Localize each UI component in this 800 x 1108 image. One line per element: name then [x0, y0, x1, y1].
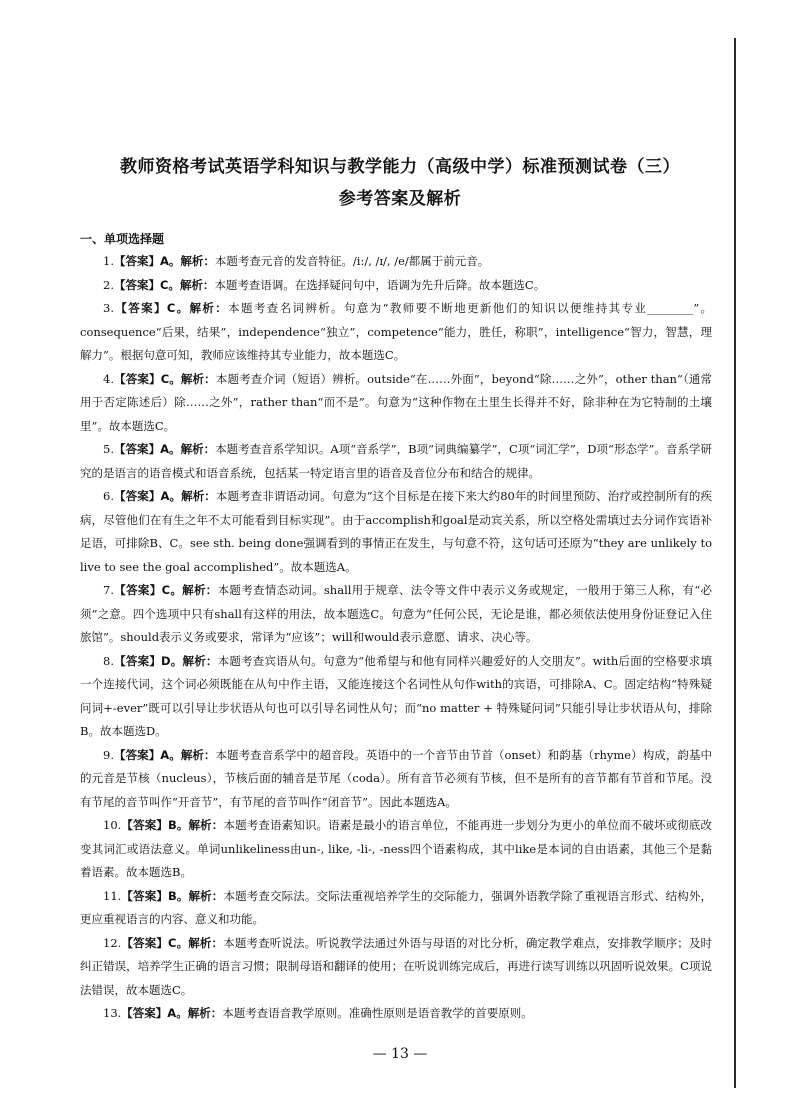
- answer-choice: A。: [159, 254, 181, 268]
- question-number: 12.: [103, 935, 122, 950]
- answer-section: [80, 230, 712, 1026]
- question-number: 8.: [103, 653, 114, 668]
- analysis-label: 解析：: [188, 888, 224, 903]
- analysis-label: 解析：: [189, 301, 229, 315]
- question-number: 3.: [103, 301, 114, 315]
- answer-label: 【答案】: [113, 442, 161, 456]
- analysis-label: 解析：: [180, 254, 215, 268]
- analysis-text: 本题考查宾语从句。句意为“他希望与和他有同样兴趣爱好的人交朋友”。with后面的空格要求填一个连接代词，这个词必须既能在从句中作主语，又能连接这个名词性从句作with的宾语，可排除A、C。固定结构“特殊疑问词+-ever”既可以引导让步状语从句也可以引导名词性从句；而“no matter + 特殊疑问词”只能引导让步状语从句，排除B。故本题选D。: [80, 653, 713, 738]
- answer-choice: A。: [160, 442, 181, 456]
- answer-item: [80, 650, 712, 744]
- answer-label: 【答案】: [121, 888, 168, 903]
- answer-item: [80, 274, 712, 298]
- question-number: 5.: [103, 442, 114, 456]
- analysis-text: 本题考查情态动词。shall用于规章、法令等文件中表示义务或规定，一般用于第三人称，有“必须”之意。四个选项中只有shall有这样的用法，故本题选C。句意为“任何公民，无论是谁，都必须依法使用身份证登记入住旅馆”。should表示义务或要求，常译为“应该”；will和would表示意愿、请求、决心等。: [80, 583, 713, 644]
- analysis-text: 本题考查语调。在选择疑问句中，语调为先升后降。故本题选C。: [214, 277, 546, 292]
- answer-item: [80, 438, 712, 485]
- answer-item: [80, 485, 712, 579]
- answer-label: 【答案】: [113, 583, 162, 597]
- analysis-label: 解析：: [188, 935, 224, 950]
- question-number: 11.: [103, 888, 122, 903]
- analysis-text: 本题考查语素知识。语素是最小的语言单位，不能再进一步划分为更小的单位而不破坏或彻底改变其词汇或语法意义。单词unlikeliness由un-, like, -li-, -ness四个语素构成，其中like是本词的自由语素，其他三个是黏着语素。故本题选B。: [80, 818, 713, 879]
- answer-label: 【答案】: [121, 935, 169, 950]
- analysis-label: 解析：: [180, 747, 216, 762]
- analysis-label: 解析：: [180, 442, 216, 456]
- answer-item: [80, 932, 712, 1003]
- analysis-text: 本题考查元音的发音特征。/i:/, /ɪ/, /e/都属于前元音。: [214, 254, 490, 268]
- page-title: 教师资格考试英语学科知识与教学能力（高级中学）标准预测试卷（三）: [120, 157, 680, 177]
- question-number: 2.: [103, 277, 114, 292]
- answer-choice: C。: [166, 301, 190, 315]
- analysis-label: 解析：: [181, 489, 216, 503]
- answer-choice: C。: [160, 371, 181, 386]
- answer-label: 【答案】: [113, 489, 161, 503]
- analysis-label: 解析：: [187, 1006, 223, 1020]
- answer-item: [80, 744, 712, 815]
- analysis-text: 本题考查非谓语动词。句意为“这个目标是在接下来大约80年的时间里预防、治疗或控制所有的疾病，尽管他们在有生之年不太可能看到目标实现”。由于accomplish和goal是动宾关系，所以空格处需填过去分词作宾语补足语，可排除B、C。see sth. being done强调看到的事情正在发生，与句意不符，这句话可还原为“they are unlikely to live to see the goal accomplished”。故本题选A。: [80, 489, 713, 574]
- page-number: — 13 —: [372, 1046, 428, 1062]
- analysis-label: 解析：: [182, 583, 218, 597]
- analysis-text: 本题考查交际法。交际法重视培养学生的交际能力，强调外语教学除了重视语言形式、结构外，更应重视语言的内容、意义和功能。: [80, 888, 713, 926]
- answer-label: 【答案】: [113, 301, 167, 315]
- analysis-label: 解析：: [182, 653, 218, 668]
- answer-choice: C。: [159, 277, 180, 292]
- question-list: [80, 250, 712, 1026]
- answer-item: [80, 579, 712, 650]
- answer-label: 【答案】: [113, 653, 162, 668]
- answer-choice: A。: [167, 1006, 188, 1020]
- answer-label: 【答案】: [113, 371, 161, 386]
- answer-item: [80, 368, 712, 439]
- answer-label: 【答案】: [121, 818, 168, 832]
- analysis-text: 本题考查音系学中的超音段。英语中的一个音节由节首（onset）和韵基（rhyme）构成，韵基中的元音是节核（nucleus），节核后面的辅音是节尾（coda）。所有音节必须有节核，但不是所有的音节都有节首和节尾。没有节尾的音节叫作“开音节”，有节尾的音节叫作“闭音节”。因此本题选A。: [80, 747, 713, 809]
- question-number: 13.: [103, 1006, 122, 1020]
- analysis-text: 本题考查音系学知识。A项“音系学”，B项“词典编纂学”，C项“词汇学”，D项“形态学”。音系学研究的是语言的语音模式和语音系统，包括某一特定语言里的语音及音位分布和结合的规律。: [80, 442, 713, 480]
- answer-choice: C。: [161, 583, 183, 597]
- answer-label: 【答案】: [113, 254, 160, 268]
- analysis-text: 本题考查名词辨析。句意为“教师要不断地更新他们的知识以便维持其专业________”。consequence“后果，结果”，independence“独立”，competence“能力，胜任，称职”，intelligence“智力，智慧，理解力”。根据句意可知，教师应该维持其专业能力，故本题选C。: [80, 301, 713, 362]
- answer-choice: A。: [160, 747, 181, 762]
- answer-item: [80, 814, 712, 885]
- answer-label: 【答案】: [113, 747, 161, 762]
- answer-item: [80, 250, 712, 274]
- answer-choice: C。: [168, 935, 189, 950]
- answer-label: 【答案】: [121, 1006, 168, 1020]
- page-subtitle: 参考答案及解析: [338, 189, 462, 209]
- question-number: 9.: [103, 747, 114, 762]
- question-number: 7.: [103, 583, 114, 597]
- answer-choice: B。: [167, 818, 189, 832]
- answer-item: [80, 297, 712, 368]
- analysis-label: 解析：: [180, 371, 216, 386]
- question-number: 4.: [103, 371, 114, 386]
- question-number: 10.: [103, 818, 122, 832]
- analysis-label: 解析：: [188, 818, 224, 832]
- question-number: 1.: [103, 254, 114, 268]
- question-number: 6.: [103, 489, 114, 503]
- analysis-label: 解析：: [179, 277, 215, 292]
- answer-choice: B。: [167, 888, 189, 903]
- section-heading: 一、单项选择题: [80, 232, 165, 246]
- analysis-text: 本题考查语音教学原则。准确性原则是语音教学的首要原则。: [222, 1006, 533, 1020]
- analysis-text: 本题考查听说法。听说教学法通过外语与母语的对比分析，确定教学难点，安排教学顺序；及时纠正错误，培养学生正确的语言习惯；限制母语和翻译的使用；在听说训练完成后，再进行读写训练以巩固听说效果。C项说法错误，故本题选C。: [80, 935, 713, 997]
- answer-choice: A。: [160, 489, 182, 503]
- answer-item: [80, 885, 712, 932]
- answer-item: [80, 1002, 712, 1026]
- answer-label: 【答案】: [113, 277, 160, 292]
- answer-choice: D。: [161, 653, 183, 668]
- analysis-text: 本题考查介词（短语）辨析。outside“在……外面”，beyond“除……之外”，other than“（通常用于否定陈述后）除……之外”，rather than“而不是”。句意为“这种作物在土里生长得并不好，除非种在为它特制的土壤里”。故本题选C。: [80, 371, 713, 433]
